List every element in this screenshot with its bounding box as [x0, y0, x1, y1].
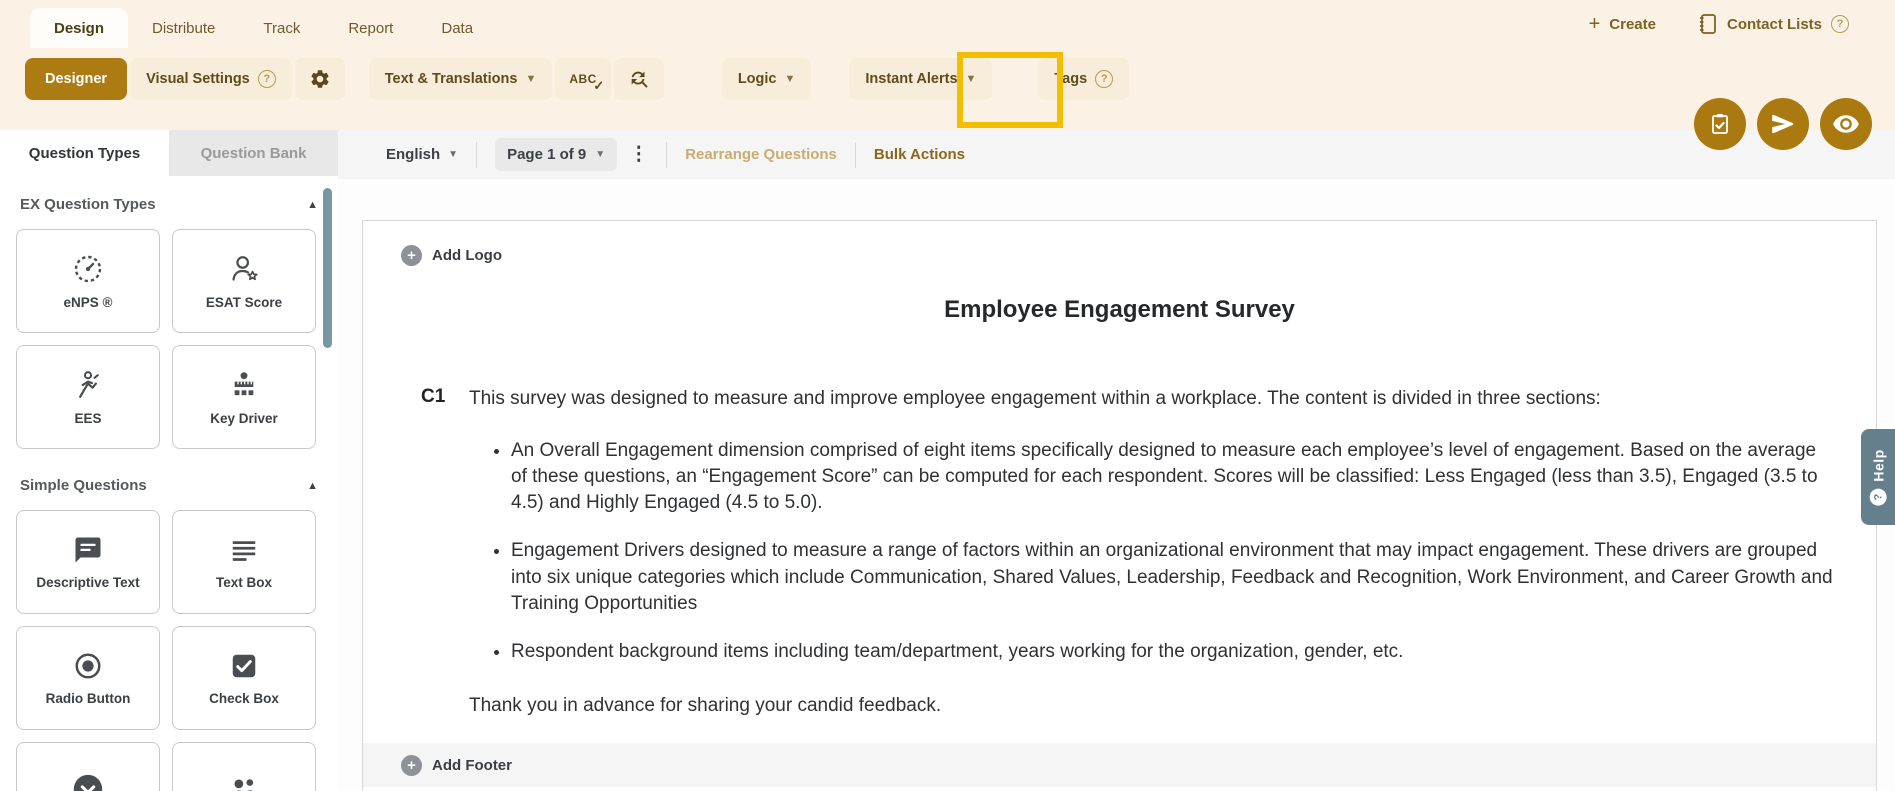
nav-right-actions	[1589, 0, 1849, 48]
help-chat-icon: ?	[1870, 488, 1887, 505]
question-type-radio-button[interactable]	[16, 626, 160, 730]
spell-check-button[interactable]	[555, 58, 611, 100]
question-sidebar	[0, 130, 338, 791]
chevron-down-icon: ▼	[525, 73, 537, 85]
instant-alerts-button[interactable]	[849, 58, 992, 100]
divider	[855, 142, 856, 168]
person-star-icon	[227, 253, 261, 285]
chevron-down-icon: ▼	[784, 73, 796, 85]
tags-button[interactable]	[1038, 58, 1129, 100]
section-title: Simple Questions	[20, 477, 147, 494]
chevron-down-icon: ▼	[448, 149, 459, 160]
question-bullet-list	[511, 438, 1836, 666]
visual-settings-label: Visual Settings	[146, 71, 250, 87]
create-label: Create	[1609, 15, 1656, 33]
designer-button[interactable]: Designer	[25, 58, 127, 100]
nav-tab-design[interactable]: Design	[30, 8, 128, 48]
question-type-enps[interactable]	[16, 229, 160, 333]
gauge-icon	[72, 253, 104, 285]
sidebar-scrollbar[interactable]	[323, 188, 332, 348]
survey-title[interactable]: Employee Engagement Survey	[944, 296, 1295, 323]
question-type-check-box[interactable]	[172, 626, 316, 730]
rearrange-questions-button[interactable]: Rearrange Questions	[685, 146, 837, 163]
help-question-icon[interactable]: ?	[1831, 15, 1849, 33]
collapse-arrow-icon[interactable]: ▲	[307, 198, 318, 211]
plus-circle-icon: +	[401, 245, 422, 266]
question-type-key-driver[interactable]	[172, 345, 316, 449]
tab-question-types[interactable]: Question Types	[0, 130, 169, 176]
card-label: eNPS ®	[63, 294, 113, 310]
add-footer-label: Add Footer	[432, 756, 512, 774]
sidebar-tabs	[0, 130, 338, 176]
card-label: Key Driver	[210, 410, 278, 426]
question-type-esat-score[interactable]	[172, 229, 316, 333]
running-person-icon	[71, 369, 105, 401]
question-code: C1	[421, 386, 446, 407]
people-icon	[226, 772, 262, 791]
visual-settings-button[interactable]	[130, 58, 292, 100]
logic-label: Logic	[737, 71, 777, 87]
bulk-actions-button[interactable]: Bulk Actions	[873, 146, 966, 163]
send-survey-button[interactable]	[1757, 98, 1809, 150]
address-book-icon	[1698, 13, 1718, 35]
canvas-toolbar	[338, 130, 1895, 179]
text-translations-label: Text & Translations	[384, 71, 518, 87]
help-question-icon: ?	[258, 70, 276, 88]
help-tab[interactable]	[1861, 429, 1895, 525]
card-label: Check Box	[209, 690, 279, 706]
collapse-arrow-icon[interactable]: ▲	[307, 479, 318, 492]
primary-nav	[0, 0, 1895, 48]
paper-plane-icon	[1770, 111, 1796, 137]
question-type-ees[interactable]	[16, 345, 160, 449]
divider	[666, 142, 667, 168]
page-selector[interactable]	[495, 138, 617, 171]
logic-button[interactable]	[722, 58, 812, 100]
nav-tab-distribute[interactable]: Distribute	[152, 19, 216, 37]
page-options-kebab-icon[interactable]: ⋮	[629, 144, 649, 165]
question-type-text-box[interactable]	[172, 510, 316, 614]
section-ex-question-types	[16, 196, 322, 213]
simple-question-grid	[16, 510, 322, 791]
nav-tab-data[interactable]: Data	[441, 19, 474, 37]
gear-icon	[309, 68, 331, 90]
help-label: Help	[1870, 448, 1886, 482]
bullet-item: • Engagement Drivers designed to measure a range of factors within an organizational environment that may impact engagement. These drivers are grouped into six unique categories which include Communication, Shared Values, Leadership, Feedback and Recognition, Work Environment, and Career Growth and Training Opportunities	[511, 538, 1836, 617]
card-label: EES	[74, 410, 102, 426]
clipboard-check-icon	[1708, 112, 1732, 136]
speech-bubble-icon	[73, 535, 103, 565]
radio-icon	[73, 651, 103, 681]
eye-icon	[1832, 110, 1860, 138]
nav-tab-report[interactable]: Report	[348, 19, 394, 37]
tab-question-bank[interactable]: Question Bank	[169, 130, 338, 176]
chevron-down-icon: ▼	[595, 149, 606, 160]
find-replace-button[interactable]	[614, 58, 664, 100]
language-label: English	[386, 146, 441, 163]
contact-lists-button[interactable]	[1698, 13, 1849, 35]
find-replace-icon	[628, 68, 650, 90]
add-logo-button[interactable]	[363, 221, 1876, 266]
card-label: ESAT Score	[205, 294, 283, 310]
page-indicator-label: Page 1 of 9	[507, 146, 587, 163]
plus-icon: +	[1588, 13, 1601, 35]
card-label: Radio Button	[45, 690, 131, 706]
text-translations-button[interactable]	[369, 58, 553, 100]
bullet-item: • An Overall Engagement dimension comprised of eight items specifically designed to measure each employee’s level of engagement. Based on the average of these questions, an “Engagement Score” can be computed for each respondent. Scores will be classified: Less Engaged (less than 3.5), Engaged (3.5 to 4.5) and Highly Engaged (4.5 to 5.0).	[511, 438, 1836, 517]
language-selector[interactable]	[386, 146, 458, 163]
card-label: Text Box	[215, 574, 272, 590]
add-logo-label: Add Logo	[432, 247, 502, 264]
question-c1[interactable]	[363, 386, 1876, 412]
question-type-people[interactable]	[172, 742, 316, 791]
hierarchy-icon	[228, 369, 260, 401]
create-button[interactable]	[1589, 14, 1656, 34]
top-bar	[0, 0, 1895, 130]
card-label: Descriptive Text	[36, 574, 140, 590]
nav-tab-track[interactable]: Track	[263, 19, 301, 37]
question-type-dropdown[interactable]	[16, 742, 160, 791]
section-simple-questions	[16, 477, 322, 494]
ex-question-grid	[16, 229, 322, 449]
sidebar-body	[0, 176, 338, 791]
bullet-item: • Respondent background items including team/department, years working for the organization, gender, etc.	[511, 639, 1836, 665]
dropdown-circle-icon	[71, 772, 105, 791]
checkbox-icon	[229, 651, 259, 681]
section-title: EX Question Types	[20, 196, 156, 213]
divider	[476, 142, 477, 168]
instant-alerts-label: Instant Alerts	[865, 71, 958, 87]
preview-button[interactable]	[1820, 98, 1872, 150]
survey-canvas	[338, 130, 1895, 791]
question-type-descriptive-text[interactable]	[16, 510, 160, 614]
add-footer-button[interactable]	[363, 743, 1876, 787]
test-survey-button[interactable]	[1694, 98, 1746, 150]
main-area	[0, 130, 1895, 791]
survey-page-card	[362, 220, 1877, 791]
closing-text: Thank you in advance for sharing your candid feedback.	[469, 695, 942, 717]
spell-check-icon: ABC ✓	[569, 72, 605, 93]
floating-actions	[1694, 98, 1872, 150]
text-lines-icon	[229, 535, 259, 565]
question-intro-text: This survey was designed to measure and improve employee engagement within a workplace. The content is divided in three sections:	[469, 388, 1601, 409]
settings-gear-button[interactable]	[295, 58, 345, 100]
design-toolbar	[0, 48, 1895, 110]
help-question-icon: ?	[1095, 70, 1113, 88]
tags-label: Tags	[1054, 71, 1088, 87]
contact-lists-label: Contact Lists	[1726, 15, 1822, 33]
plus-circle-icon: +	[401, 755, 422, 776]
chevron-down-icon: ▼	[965, 73, 977, 85]
